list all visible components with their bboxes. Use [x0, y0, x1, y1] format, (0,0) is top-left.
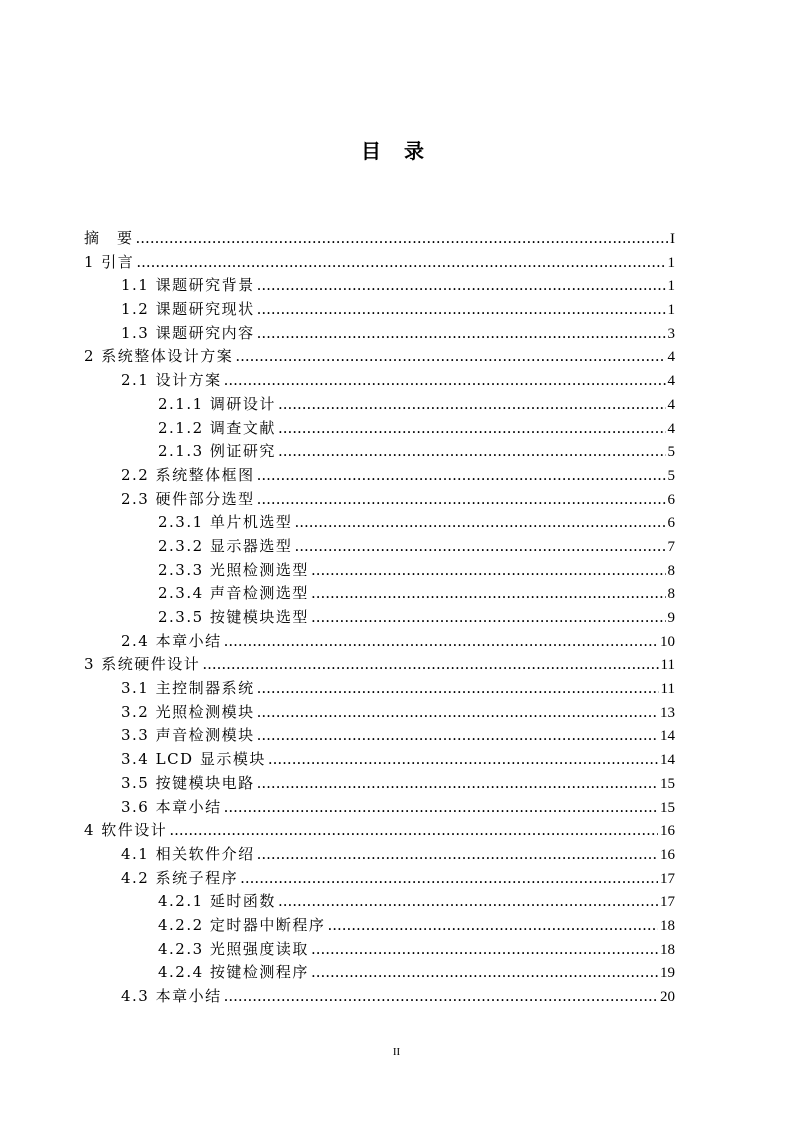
toc-dot-leader: [311, 582, 666, 606]
toc-dot-leader: [311, 559, 666, 583]
toc-entry-label: 2.3.1 单片机选型: [158, 513, 293, 532]
toc-entry-page: 15: [660, 775, 675, 792]
toc-entry-label: 1 引言: [84, 252, 135, 271]
toc-entry-page: 14: [660, 752, 675, 769]
toc-entry[interactable]: [84, 251, 675, 275]
toc-entry[interactable]: [84, 843, 675, 867]
toc-entry-label: 2.1.1 调研设计: [158, 394, 276, 413]
toc-entry-page: 11: [660, 657, 675, 674]
toc-entry-label: 2.3.2 显示器选型: [158, 536, 293, 555]
toc-entry-label: 3.4 LCD 显示模块: [121, 750, 266, 769]
toc-entry-label: 4.3 本章小结: [121, 987, 222, 1005]
toc-entry-label: 3.1 主控制器系统: [121, 679, 255, 698]
toc-entry-label: 2.1.3 例证研究: [158, 442, 276, 461]
toc-dot-leader: [224, 630, 658, 654]
toc-entry[interactable]: [84, 772, 675, 796]
toc-dot-leader: [257, 701, 658, 725]
toc-dot-leader: [311, 961, 658, 985]
toc-entry-label: 2.3.4 声音检测选型: [158, 584, 309, 603]
toc-entry-page: 3: [667, 325, 675, 342]
toc-dot-leader: [257, 464, 666, 488]
toc-entry-label: 3 系统硬件设计: [84, 655, 201, 674]
toc-entry[interactable]: [84, 890, 675, 914]
table-of-contents: [84, 227, 675, 1009]
toc-entry-label: 3.6 本章小结: [121, 797, 222, 816]
toc-entry[interactable]: [84, 393, 675, 417]
toc-entry-page: 18: [660, 917, 675, 934]
toc-entry-label: 4.1 相关软件介绍: [121, 844, 255, 863]
toc-entry-label: 2.3.5 按键模块选型: [158, 608, 309, 626]
toc-entry-label: 2.4 本章小结: [121, 631, 222, 650]
toc-entry-label: 摘 要: [84, 229, 134, 247]
toc-entry-page: 17: [660, 870, 675, 887]
toc-entry-page: 5: [667, 444, 675, 461]
toc-entry[interactable]: [84, 417, 675, 441]
toc-entry[interactable]: [84, 274, 675, 298]
toc-entry-label: 4.2.1 延时函数: [158, 892, 276, 911]
toc-dot-leader: [327, 914, 658, 938]
toc-dot-leader: [240, 867, 658, 891]
toc-entry-page: 6: [667, 491, 675, 508]
toc-dot-leader: [257, 724, 658, 748]
toc-entry[interactable]: [84, 464, 675, 488]
toc-dot-leader: [268, 748, 658, 772]
toc-entry-label: 2.2 系统整体框图: [121, 465, 255, 484]
toc-entry[interactable]: [84, 985, 675, 1009]
toc-entry-page: 5: [667, 467, 675, 484]
toc-entry-page: 1: [667, 254, 675, 271]
toc-entry[interactable]: [84, 653, 675, 677]
toc-dot-leader: [136, 251, 665, 275]
toc-dot-leader: [257, 298, 666, 322]
toc-entry[interactable]: [84, 796, 675, 820]
toc-entry-label: 1.2 课题研究现状: [121, 300, 255, 319]
toc-dot-leader: [278, 890, 658, 914]
toc-entry-page: 6: [667, 515, 675, 532]
toc-entry-page: 18: [660, 941, 675, 958]
toc-entry-page: 20: [660, 989, 675, 1005]
toc-entry-page: 4: [667, 420, 675, 437]
toc-entry-page: 17: [660, 894, 675, 911]
toc-entry-page: 11: [660, 681, 675, 698]
toc-entry-page: 1: [667, 278, 675, 295]
toc-entry-page: 10: [660, 633, 675, 650]
toc-dot-leader: [235, 345, 665, 369]
toc-entry[interactable]: [84, 535, 675, 559]
toc-entry-label: 1.3 课题研究内容: [121, 323, 255, 342]
toc-dot-leader: [202, 653, 658, 677]
toc-entry[interactable]: [84, 867, 675, 891]
toc-entry[interactable]: [84, 724, 675, 748]
toc-entry[interactable]: [84, 488, 675, 512]
toc-entry-label: 3.5 按键模块电路: [121, 773, 255, 792]
toc-entry-page: 7: [667, 538, 675, 555]
toc-entry[interactable]: [84, 630, 675, 654]
toc-entry-label: 2.3 硬件部分选型: [121, 489, 255, 508]
toc-entry-label: 2.1.2 调查文献: [158, 418, 276, 437]
toc-entry[interactable]: [84, 559, 675, 583]
toc-entry-page: 13: [660, 704, 675, 721]
toc-entry[interactable]: [84, 298, 675, 322]
toc-entry[interactable]: [84, 322, 675, 346]
toc-dot-leader: [224, 796, 658, 820]
toc-entry-page: 1: [667, 302, 675, 319]
toc-entry-page: I: [670, 231, 675, 247]
toc-entry-page: 14: [660, 728, 675, 745]
toc-entry-page: 8: [667, 562, 675, 579]
toc-entry[interactable]: [84, 701, 675, 725]
toc-entry-page: 4: [667, 349, 675, 366]
toc-dot-leader: [257, 322, 666, 346]
footer-page-number: II: [392, 1046, 401, 1058]
toc-dot-leader: [278, 393, 666, 417]
toc-entry-label: 3.3 声音检测模块: [121, 726, 255, 745]
toc-entry-page: 4: [667, 373, 675, 390]
toc-dot-leader: [294, 535, 665, 559]
toc-entry-label: 4.2 系统子程序: [121, 868, 239, 887]
toc-dot-leader: [136, 227, 668, 251]
page-title: 目 录: [361, 139, 432, 163]
toc-entry-label: 3.2 光照检测模块: [121, 702, 255, 721]
toc-entry[interactable]: [84, 914, 675, 938]
toc-entry[interactable]: [84, 227, 675, 251]
toc-entry[interactable]: [84, 582, 675, 606]
toc-entry-page: 4: [667, 396, 675, 413]
toc-entry-label: 4.2.2 定时器中断程序: [158, 915, 326, 934]
toc-entry[interactable]: [84, 345, 675, 369]
toc-entry-page: 16: [660, 846, 675, 863]
toc-entry-label: 2 系统整体设计方案: [84, 347, 234, 366]
toc-entry-label: 4.2.3 光照强度读取: [158, 939, 309, 958]
toc-entry-label: 4 软件设计: [84, 821, 168, 840]
toc-dot-leader: [224, 985, 658, 1009]
toc-entry-label: 2.1 设计方案: [121, 371, 222, 390]
toc-entry-page: 8: [667, 586, 675, 603]
toc-entry[interactable]: [84, 748, 675, 772]
toc-dot-leader: [257, 772, 658, 796]
toc-dot-leader: [169, 819, 658, 843]
toc-entry[interactable]: [84, 819, 675, 843]
toc-entry[interactable]: [84, 961, 675, 985]
toc-entry[interactable]: [84, 677, 675, 701]
toc-entry[interactable]: [84, 511, 675, 535]
toc-entry-page: 16: [660, 823, 675, 840]
toc-entry[interactable]: [84, 440, 675, 464]
toc-dot-leader: [257, 274, 666, 298]
toc-entry[interactable]: [84, 369, 675, 393]
toc-dot-leader: [224, 369, 666, 393]
toc-entry-label: 1.1 课题研究背景: [121, 276, 255, 295]
toc-dot-leader: [311, 938, 658, 962]
toc-dot-leader: [294, 511, 665, 535]
toc-dot-leader: [278, 440, 666, 464]
toc-entry-page: 15: [660, 799, 675, 816]
toc-dot-leader: [311, 606, 666, 630]
toc-entry-label: 2.3.3 光照检测选型: [158, 560, 309, 579]
toc-entry-label: 4.2.4 按键检测程序: [158, 963, 309, 982]
toc-dot-leader: [257, 843, 658, 867]
toc-dot-leader: [257, 677, 659, 701]
toc-dot-leader: [278, 417, 666, 441]
toc-entry-page: 9: [667, 610, 675, 626]
toc-entry[interactable]: [84, 606, 675, 630]
toc-dot-leader: [257, 488, 666, 512]
toc-entry-page: 19: [660, 965, 675, 982]
toc-entry[interactable]: [84, 938, 675, 962]
